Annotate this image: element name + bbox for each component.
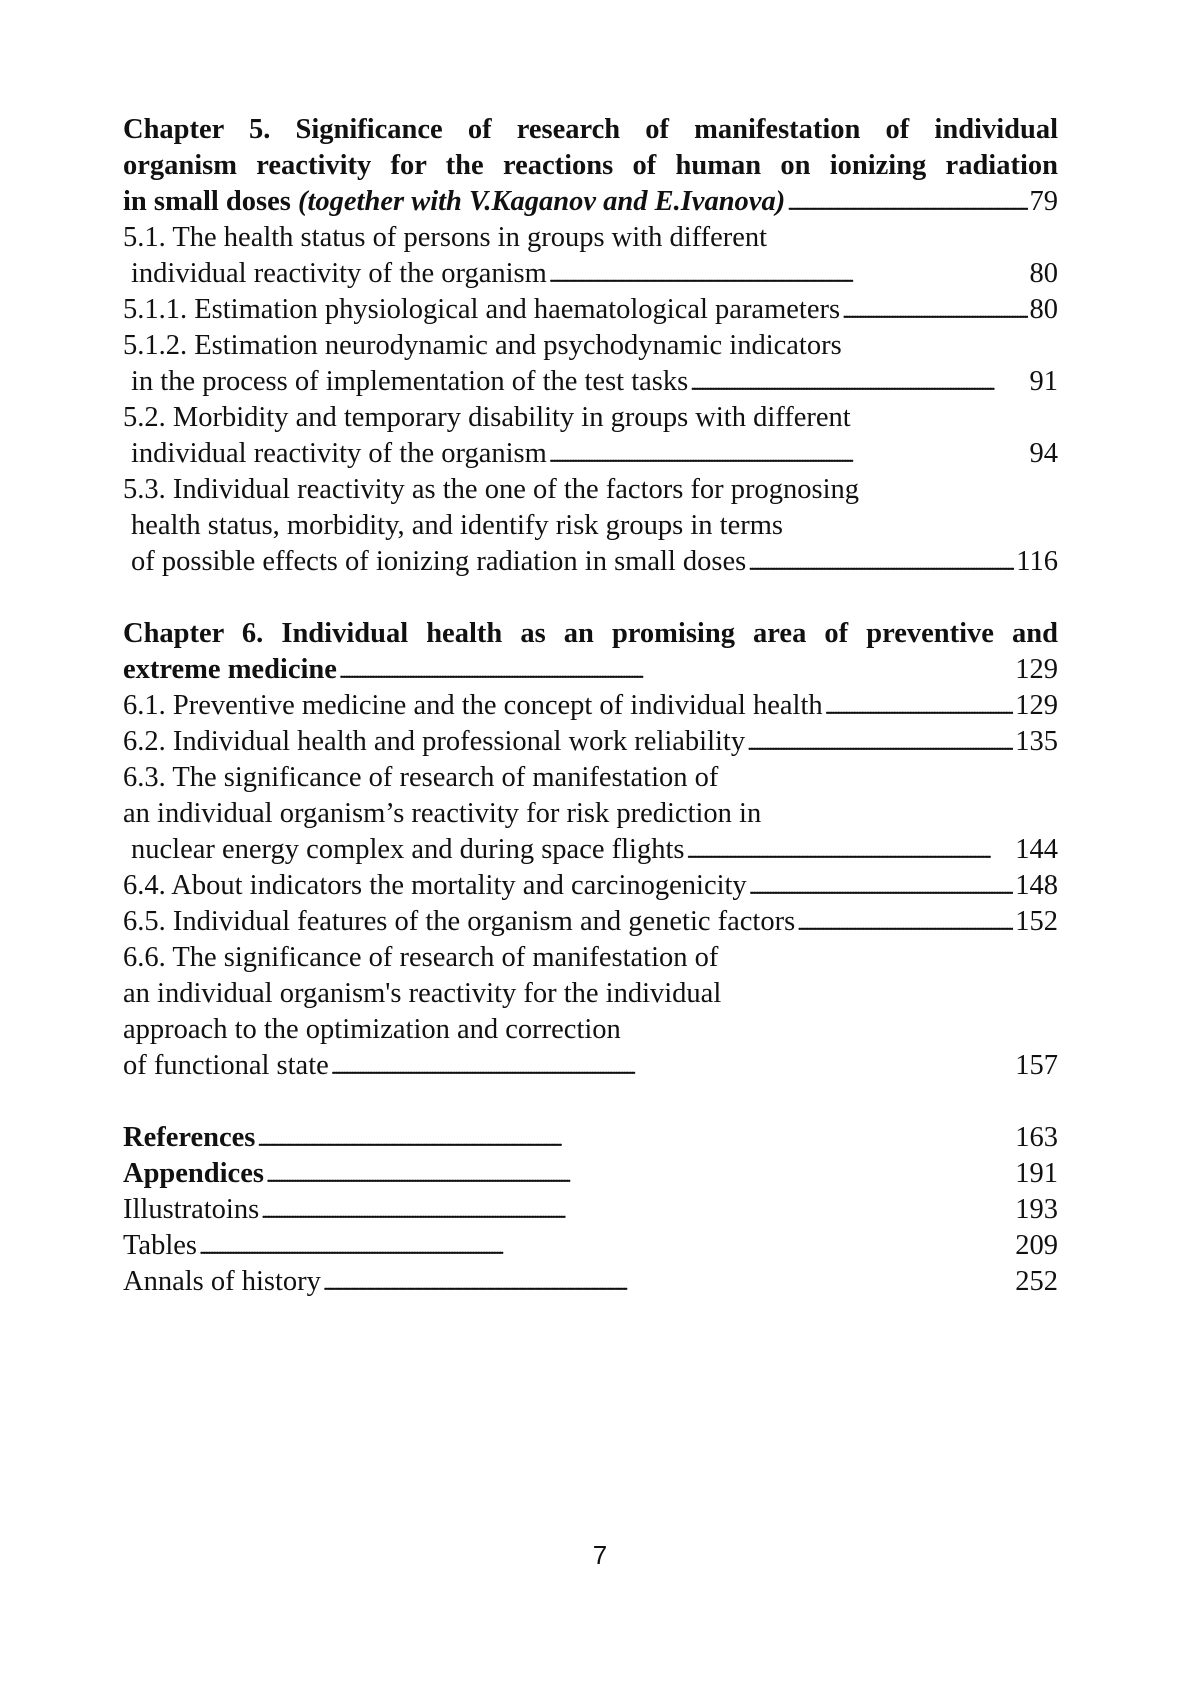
dot-leader (199, 1228, 1013, 1266)
toc-entry-label: 5.1.1. Estimation physiological and haematological parameters (123, 294, 841, 325)
toc-entry-label: 6.2. Individual health and professional work reliability (123, 726, 746, 757)
toc-entry-label: individual reactivity of the organism (131, 438, 547, 469)
dot-leader (686, 832, 1013, 870)
toc-entry-6-2[interactable] (123, 724, 1058, 760)
toc-entry-6-3-line-1: 6.3. The significance of research of manifestation of (123, 762, 719, 793)
toc-entry-label: Illustratoins (123, 1194, 260, 1225)
toc-entry-label: Annals of history (123, 1266, 321, 1297)
toc-entry-5-1-line-1: 5.1. The health status of persons in groups with different (123, 222, 768, 253)
page-number: 7 (592, 1540, 608, 1570)
dot-leader (825, 688, 1014, 726)
toc-entry-page: 129 (1015, 690, 1058, 721)
toc-entry-page: 144 (1015, 834, 1058, 865)
toc-entry-page: 94 (1029, 438, 1058, 469)
chapter-5-title-line-2: organism reactivity for the reactions of human on ionizing radiation (123, 150, 1058, 181)
toc-entry-6-1[interactable] (123, 688, 1058, 724)
toc-entry-5-1-2-line-1: 5.1.2. Estimation neurodynamic and psychodynamic indicators (123, 330, 842, 361)
toc-entry-page: 157 (1015, 1050, 1058, 1081)
toc-entry-page: 80 (1029, 294, 1058, 325)
toc-entry-page: 152 (1015, 906, 1058, 937)
toc-entry-6-5[interactable] (123, 904, 1058, 940)
chapter-6-title-line-2: extreme medicine (123, 654, 337, 685)
dot-leader (797, 904, 1013, 942)
toc-entry-label: nuclear energy complex and during space flights (131, 834, 685, 865)
toc-entry-illustrations[interactable] (123, 1192, 1058, 1228)
toc-entry-references[interactable] (123, 1120, 1058, 1156)
chapter-6-title-entry[interactable] (123, 652, 1058, 688)
toc-entry-page: 116 (1016, 546, 1058, 577)
toc-entry-label: 6.1. Preventive medicine and the concept of individual health (123, 690, 823, 721)
toc-entry-6-6[interactable] (123, 1048, 1058, 1084)
dot-leader (842, 292, 1027, 330)
toc-entry-page: 135 (1015, 726, 1058, 757)
toc-entry-label: 6.5. Individual features of the organism and genetic factors (123, 906, 796, 937)
toc-entry-appendices[interactable] (123, 1156, 1058, 1192)
toc-entry-label: References (123, 1122, 256, 1153)
toc-entry-page: 252 (1015, 1266, 1058, 1297)
section-gap (123, 580, 1058, 616)
dot-leader (257, 1120, 1013, 1158)
toc-entry-page: 191 (1015, 1158, 1058, 1189)
chapter-5-coauthors: (together with V.Kaganov and E.Ivanova) (298, 186, 786, 217)
toc-entry-5-1-2[interactable] (123, 364, 1058, 400)
toc-entry-label: Appendices (123, 1158, 264, 1189)
toc-entry-label: 6.4. About indicators the mortality and carcinogenicity (123, 870, 747, 901)
section-gap (123, 1084, 1058, 1120)
chapter-5-title-entry[interactable] (123, 184, 1058, 220)
toc-entry-5-2[interactable] (123, 436, 1058, 472)
chapter-5-title-line-1: Chapter 5. Significance of research of manifestation of individual (123, 114, 1058, 145)
toc-entry-page: 148 (1015, 870, 1058, 901)
toc-entry-6-3[interactable] (123, 832, 1058, 868)
chapter-5-page: 79 (1029, 186, 1058, 217)
toc-entry-page: 163 (1015, 1122, 1058, 1153)
toc-entry-page: 193 (1015, 1194, 1058, 1225)
toc-entry-6-3-line-2: an individual organism’s reactivity for risk prediction in (123, 798, 762, 829)
dot-leader (749, 868, 1014, 906)
dot-leader (331, 1048, 1013, 1086)
toc-entry-5-3[interactable] (123, 544, 1058, 580)
dot-leader (261, 1192, 1013, 1230)
toc-entry-5-2-line-1: 5.2. Morbidity and temporary disability in groups with different (123, 402, 851, 433)
toc-entry-label: of functional state (123, 1050, 329, 1081)
toc-entry-6-6-line-3: approach to the optimization and correction (123, 1014, 621, 1045)
dot-leader (787, 184, 1027, 222)
toc-entry-tables[interactable] (123, 1228, 1058, 1264)
dot-leader (748, 544, 1014, 582)
toc-entry-label: Tables (123, 1230, 197, 1261)
toc-entry-page: 209 (1015, 1230, 1058, 1261)
toc-entry-6-6-line-1: 6.6. The significance of research of manifestation of (123, 942, 719, 973)
chapter-6-title-line-1: Chapter 6. Individual health as an promising area of preventive and (123, 618, 1058, 649)
toc-entry-6-4[interactable] (123, 868, 1058, 904)
dot-leader (323, 1264, 1013, 1302)
toc-entry-5-3-line-2: health status, morbidity, and identify risk groups in terms (131, 510, 783, 541)
toc-entry-page: 91 (1029, 366, 1058, 397)
toc-entry-6-6-line-2: an individual organism's reactivity for the individual (123, 978, 722, 1009)
toc-entry-5-3-line-1: 5.3. Individual reactivity as the one of the factors for prognosing (123, 474, 860, 505)
toc-entry-label: in the process of implementation of the test tasks (131, 366, 689, 397)
table-of-contents (123, 112, 1058, 1300)
toc-entry-5-1-1[interactable] (123, 292, 1058, 328)
toc-entry-label: individual reactivity of the organism (131, 258, 547, 289)
chapter-6-page: 129 (1015, 654, 1058, 685)
dot-leader (549, 436, 1028, 474)
dot-leader (549, 256, 1028, 294)
toc-entry-label: of possible effects of ionizing radiation in small doses (131, 546, 747, 577)
dot-leader (266, 1156, 1013, 1194)
chapter-5-title-line-3: in small doses (123, 186, 298, 217)
dot-leader (747, 724, 1013, 762)
dot-leader (339, 652, 1013, 690)
dot-leader (690, 364, 1027, 402)
toc-entry-5-1[interactable] (123, 256, 1058, 292)
toc-entry-page: 80 (1029, 258, 1058, 289)
toc-entry-annals[interactable] (123, 1264, 1058, 1300)
